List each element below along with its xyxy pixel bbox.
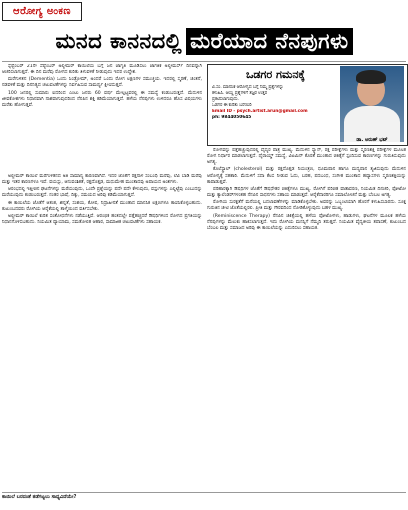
reader-notice-line: ವಿ.ಸಂ. ಮಾನಸಿಕ ಆರೋಗ್ಯದ ಬಗ್ಗೆ ನಿಮ್ಮ ಪ್ರಶ್ನೆಗಳನ್ನು bbox=[212, 85, 284, 90]
footer-divider bbox=[2, 492, 406, 493]
article-paragraph: ರೋಗಿಯ ಸುರಕ್ಷತೆಗೆ ಮನೆಯಲ್ಲಿ ಬದಲಾವಣೆಗಳನ್ನು ಮಾಡಿಕೊಳ್ಳಬೇಕು. ಅವರನ್ನು ಒಬ್ಬಂಟಿಯಾಗಿ ಹೊರಗೆ ಕಳುಹಿಸಬಾರದು. ಸೂಕ್ತ ಗುರುತಿನ ಚೀಟಿ ಜೊತೆಯಲ್ಲಿರಲಿ. ಪ್ರೀತಿ ಮತ್ತು ಗೌರವದಿಂದ ನೋಡಿಕೊಳ್ಳುವುದು ಬಹಳ ಮುಖ್ಯ. bbox=[207, 200, 406, 212]
headline-part-2: ಮರೆಯಾದ ನೆನಪುಗಳು bbox=[186, 28, 352, 55]
article-paragraph: ಸ್ಸೆಪ್ಟೆಂಬರ್ 21ನೇ ಸೆಪ್ಟೆಂಬರ್ ಅಲ್ಜೀಮರ್ ಕಾಯಿಲೆಯ ಬಗ್ಗೆ ಜನ ಜಾಗೃತಿ ಮೂಡಿಸಲು ಜಾಗತಿಕ ಅಲ್ಜೀಮರ್ಸ್ ದಿನವನ್ನಾಗಿ ಆಚರಿಸಲಾಗುತ್ತದೆ. ಈ ದಿನ ಮರೆವು ರೋಗದ ಕುರಿತು ತಿಳುವಳಿಕೆ ನೀಡುವುದು ಇದರ ಉದ್ದೇಶ. bbox=[2, 64, 202, 76]
reader-notice-lines bbox=[212, 85, 342, 121]
author-caption: ಡಾ. ಅರುಣ್ ಭಟ್ bbox=[356, 137, 388, 143]
section-tag-label: ಆರೋಗ್ಯ ಅಂಕಣ bbox=[13, 6, 71, 17]
article-column-left-top bbox=[2, 64, 202, 172]
author-photo-hair bbox=[356, 70, 386, 84]
article-paragraph: ಮರೆಗುಳಿತನ (Dementia) ಒಂದು ಸಿಂಡ್ರೋಮ್, ಅಂದರೆ ಒಂದು ರೋಗ ಲಕ್ಷಣಗಳ ಸಮುಚ್ಚಯ. ಇದರಲ್ಲಿ ಸ್ಮರಣೆ, ಚಿಂತನೆ, ನಡವಳಿಕೆ ಮತ್ತು ದಿನನಿತ್ಯದ ಚಟುವಟಿಕೆಗಳನ್ನು ನಿರ್ವಹಿಸುವ ಸಾಮರ್ಥ್ಯ ಕ್ಷೀಣಿಸುತ್ತದೆ. bbox=[2, 77, 202, 89]
reader-notice-phone: ph: 9844050645 bbox=[212, 115, 252, 120]
article-paragraph: ಅಲ್ಜೀಮರ್ ಕಾಯಿಲೆ ಕುರಿತ ಸಂಶೋಧನೆಗಳು ನಡೆಯುತ್ತಿವೆ. ಆರಂಭಿಕ ಹಂತದಲ್ಲೇ ಪತ್ತೆಹಚ್ಚಿದರೆ ಔಷಧಿಗಳಿಂದ ರೋಗದ ಪ್ರಗತಿಯನ್ನು ನಿಧಾನಗೊಳಿಸಬಹುದು. ನಿಯಮಿತ ವ್ಯಾಯಾಮ, ಸಮತೋಲಿತ ಆಹಾರ, ಸಾಮಾಜಿಕ ಚಟುವಟಿಕೆಗಳು ಸಹಾಯಕ. bbox=[2, 214, 202, 226]
headline-divider bbox=[2, 61, 406, 62]
article-paragraph: ರೋಗವನ್ನು ಪತ್ತೆಹಚ್ಚುವುದರಲ್ಲಿ ವೈದ್ಯರ ಪಾತ್ರ ಮುಖ್ಯ. ಮೆದುಳಿನ ಸ್ಕ್ಯಾನ್, ರಕ್ತ ಪರೀಕ್ಷೆಗಳು ಮತ್ತು ಸ್ಮರಣಶಕ್ತಿ ಪರೀಕ್ಷೆಗಳ ಮೂಲಕ ರೋಗ ನಿರ್ಧಾರ ಮಾಡಲಾಗುತ್ತದೆ. ಥೈರಾಯ್ಡ್ ಸಮಸ್ಯೆ, ವಿಟಮಿನ್ ಕೊರತೆ ಮುಂತಾದ ಚಿಕಿತ್ಸೆಗೆ ಸ್ಪಂದಿಸುವ ಕಾರಣಗಳನ್ನು ಗುರುತಿಸುವುದು ಅಗತ್ಯ. bbox=[207, 148, 406, 166]
reader-notice-line: ಪ್ರಕಟಿಸಲಾಗುವುದು. bbox=[212, 97, 239, 102]
reader-notice-email[interactable]: Email ID - psych.artist.arun@gmail.com bbox=[212, 109, 308, 114]
author-photo bbox=[340, 66, 404, 142]
article-column-right bbox=[207, 148, 406, 492]
article-paragraph: ಕೊಲೆಸ್ಟ್ರಾಲ್ (cholesterol) ಮತ್ತು ರಕ್ತದೊತ್ತಡ ನಿಯಂತ್ರಣ, ಧೂಮಪಾನ ಹಾಗೂ ಮದ್ಯಪಾನ ತ್ಯಜಿಸುವುದು ಮೆದುಳಿನ ಆರೋಗ್ಯಕ್ಕೆ ಸಹಕಾರಿ. ಮೆದುಳಿಗೆ ಸದಾ ಕೆಲಸ ನೀಡುವ ಓದು, ಬರಹ, ಪದಬಂಧ, ಸಂಗೀತ ಮುಂತಾದ ಹವ್ಯಾಸಗಳು ಸ್ಮರಣಶಕ್ತಿಯನ್ನು ಕಾಪಾಡುತ್ತವೆ. bbox=[207, 167, 406, 185]
headline bbox=[0, 22, 408, 60]
section-tag bbox=[2, 2, 82, 21]
headline-part-1: ಮನದ ಕಾನನದಲ್ಲಿ bbox=[55, 28, 183, 53]
article-column-left-bottom bbox=[2, 174, 202, 492]
article-paragraph: ಈ ಕಾಯಿಲೆಯ ಜೊತೆಗೆ ಆತಂಕ, ಖಿನ್ನತೆ, ಸಂಶಯ, ಕೋಪ, ನಿದ್ರಾಹೀನತೆ ಮುಂತಾದ ಮಾನಸಿಕ ಲಕ್ಷಣಗಳೂ ಕಾಣಿಸಿಕೊಳ್ಳಬಹುದು. ಕುಟುಂಬದವರು ರೋಗಿಯ ಆರೈಕೆಯಲ್ಲಿ ತಾಳ್ಮೆಯಿಂದ ವರ್ತಿಸಬೇಕು. bbox=[2, 200, 202, 212]
reader-notice-line: ಕಳುಹಿಸಿ. ಆಯ್ದ ಪ್ರಶ್ನೆಗಳಿಗೆ ತಜ್ಞರ ಉತ್ತರ bbox=[212, 91, 268, 96]
article-paragraph: ಅಲ್ಜೀಮರ್ ಕಾಯಿಲೆ ಮರೆಗುಳಿತನದ ಅತಿ ಸಾಮಾನ್ಯ ಕಾರಣವಾಗಿದೆ. ಇದರ ಜೊತೆಗೆ ರಕ್ತನಾಳ ಸಂಬಂಧಿ ಮರೆವು, ಲೆವಿ ಬಾಡಿ ಮರೆವು ಮತ್ತು ಇತರ ಕಾರಣಗಳೂ ಇವೆ. ವಯಸ್ಸು, ಆನುವಂಶಿಕತೆ, ರಕ್ತದೊತ್ತಡ, ಮಧುಮೇಹ ಮುಂತಾದವು ಅಪಾಯದ ಅಂಶಗಳು. bbox=[2, 174, 202, 186]
reader-notice-title: ಒಡಗರ ಗಮನಕ್ಕೆ bbox=[246, 68, 305, 81]
article-paragraph: ಪರಿಹಾರಕ್ಕಾಗಿ ಔಷಧಿಗಳ ಜೊತೆಗೆ ಔಷಧೇತರ ಚಿಕಿತ್ಸೆಗಳೂ ಮುಖ್ಯ. ರೋಗಿಗೆ ಪರಿಚಿತ ವಾತಾವರಣ, ನಿಯಮಿತ ದಿನಚರಿ, ಫೋಟೋ ಮತ್ತು ಕ್ಯಾಲೆಂಡರ್‌ಗಳಂತಹ ನೆನಪಿನ ಸಾಧನಗಳು ಸಹಾಯ ಮಾಡುತ್ತವೆ. ಆರೈಕೆದಾರರಿಗೂ ಸಮಾಲೋಚನೆ ಮತ್ತು ಬೆಂಬಲ ಅಗತ್ಯ. bbox=[207, 186, 406, 199]
closing-line: ಕಾಯಿಲೆ ಬರದಂತೆ ತಡೆಗಟ್ಟಲು ಸಾಧ್ಯವಿದೆಯೇ? bbox=[2, 494, 77, 500]
article-paragraph: ಆರಂಭದಲ್ಲಿ ಇತ್ತೀಚಿನ ಘಟನೆಗಳನ್ನು ಮರೆಯುವುದು, ಒಂದೇ ಪ್ರಶ್ನೆಯನ್ನು ಪದೇ ಪದೇ ಕೇಳುವುದು, ವಸ್ತುಗಳನ್ನು ಎಲ್ಲಿಟ್ಟೆವು ಎಂಬುದನ್ನು ಮರೆಯುವುದು ಕಂಡುಬರುತ್ತದೆ. ನಂತರ ಭಾಷೆ, ದಿಕ್ಕು, ಸಮಯದ ಅರಿವು ಕಡಿಮೆಯಾಗುತ್ತದೆ. bbox=[2, 187, 202, 199]
reader-notice-line: ಒಡಗರ ಈ ಕುರಿತು ಬರೆಯಿರಿ bbox=[212, 103, 252, 108]
article-paragraph: (Reminiscence Therapy) ನೆನಪಿನ ಚಿಕಿತ್ಸೆಯಲ್ಲಿ ಹಳೆಯ ಫೋಟೋಗಳು, ಹಾಡುಗಳು, ಘಟನೆಗಳ ಮೂಲಕ ಹಳೆಯ ನೆನಪುಗಳನ್ನು ಮೆಲುಕು ಹಾಕಿಸಲಾಗುತ್ತದೆ. ಇದು ರೋಗಿಯ ಮನಸ್ಸಿಗೆ ನೆಮ್ಮದಿ ತರುತ್ತದೆ. ನಿಯಮಿತ ವೈದ್ಯಕೀಯ ತಪಾಸಣೆ, ಕುಟುಂಬದ ಬೆಂಬಲ ಮತ್ತು ಸಮಾಜದ ಅರಿವು ಈ ಕಾಯಿಲೆಯನ್ನು ಎದುರಿಸಲು ಸಹಾಯಕ. bbox=[207, 213, 406, 231]
article-paragraph: 100 ಜನರಲ್ಲಿ ಸುಮಾರು ಐದರಿಂದ ಎಂಟು ಜನರು 60 ವರ್ಷ ಮೇಲ್ಪಟ್ಟವರಲ್ಲಿ ಈ ಸಮಸ್ಯೆ ಕಂಡುಬರುತ್ತದೆ. ಮೆದುಳಿನ ಜೀವಕೋಶಗಳು ನಿಧಾನವಾಗಿ ನಾಶವಾಗುವುದರಿಂದ ನೆನಪಿನ ಶಕ್ತಿ ಕಡಿಮೆಯಾಗುತ್ತದೆ. ಹಳೆಯ ನೆನಪುಗಳು ಉಳಿದರೂ ಹೊಸ ವಿಷಯಗಳು ಮರೆತು ಹೋಗುತ್ತವೆ. bbox=[2, 90, 202, 108]
